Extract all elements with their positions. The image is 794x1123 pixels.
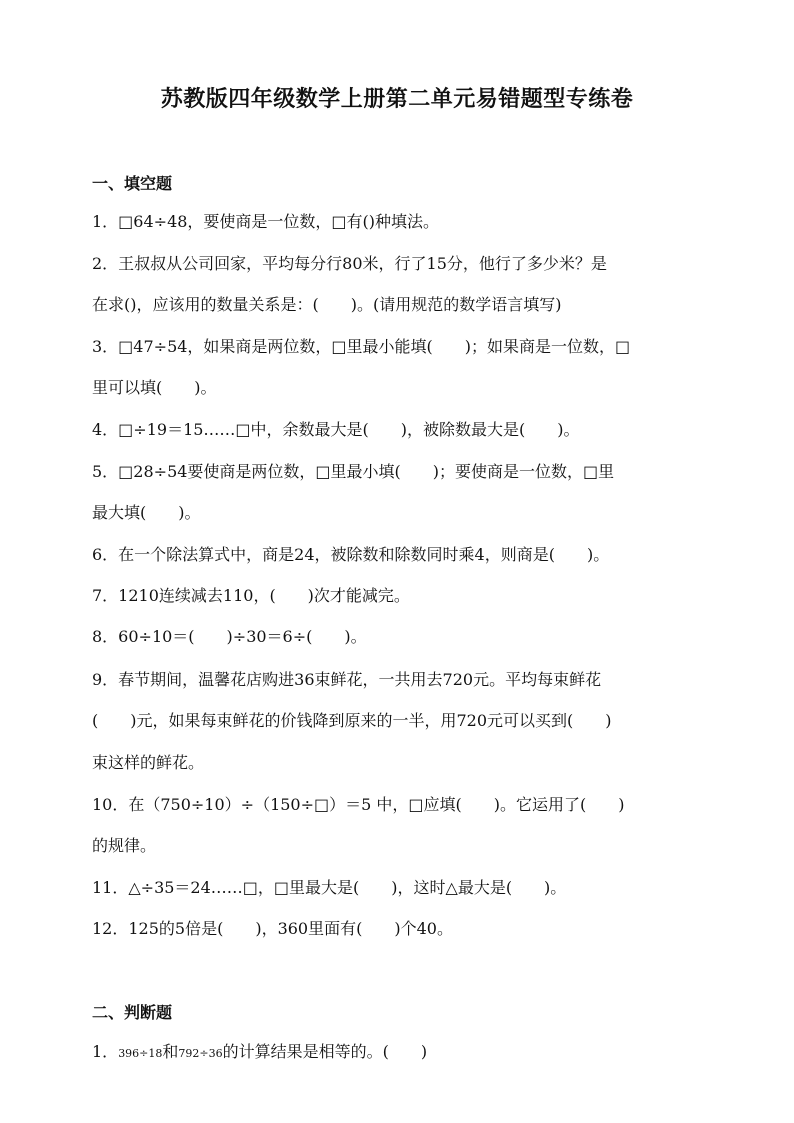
connector-text: 和 bbox=[162, 1042, 179, 1061]
question-line: 的规律。 bbox=[92, 836, 157, 855]
question-line: 2．王叔叔从公司回家，平均每分行80米，行了15分，他行了多少米？是 bbox=[92, 254, 607, 273]
question-line: 3．□47÷54，如果商是两位数，□里最小能填( )；如果商是一位数，□ bbox=[92, 337, 631, 356]
question-number: 1． bbox=[92, 1042, 119, 1061]
question-line: 束这样的鲜花。 bbox=[92, 753, 205, 772]
question-line: 最大填( )。 bbox=[92, 503, 201, 522]
question-line: 1．□64÷48，要使商是一位数，□有()种填法。 bbox=[92, 212, 440, 231]
question-line: 11．△÷35＝24……□，□里最大是( )，这时△最大是( )。 bbox=[92, 878, 567, 897]
question-line bbox=[92, 1041, 712, 1065]
question-line: ( )元，如果每束鲜花的价钱降到原来的一半，用720元可以买到( ) bbox=[92, 711, 612, 730]
question-line: 在求()，应该用的数量关系是：( )。(请用规范的数学语言填写) bbox=[92, 295, 562, 314]
question-line: 4．□÷19＝15……□中，余数最大是( )，被除数最大是( )。 bbox=[92, 420, 580, 439]
section-heading-fill-in: 一、填空题 bbox=[92, 174, 173, 193]
question-line: 6．在一个除法算式中，商是24，被除数和除数同时乘4，则商是( )。 bbox=[92, 545, 610, 564]
expression-a: 396÷18 bbox=[118, 1047, 163, 1060]
question-line: 7．1210连续减去110，( )次才能减完。 bbox=[92, 586, 410, 605]
expression-b: 792÷36 bbox=[178, 1047, 223, 1060]
page-title: 苏教版四年级数学上册第二单元易错题型专练卷 bbox=[160, 86, 634, 112]
question-line: 12．125的5倍是( )，360里面有( )个40。 bbox=[92, 919, 453, 938]
section-heading-true-false: 二、判断题 bbox=[92, 1003, 173, 1022]
question-suffix: 的计算结果是相等的。( ) bbox=[222, 1042, 428, 1061]
question-line: 5．□28÷54要使商是两位数，□里最小填( )；要使商是一位数，□里 bbox=[92, 462, 615, 481]
question-line: 10．在（750÷10）÷（150÷□）＝5 中，□应填( )。它运用了( ) bbox=[92, 795, 625, 814]
question-line: 8．60÷10＝( )÷30＝6÷( )。 bbox=[92, 627, 367, 646]
question-line: 9．春节期间，温馨花店购进36束鲜花，一共用去720元。平均每束鲜花 bbox=[92, 670, 602, 689]
question-line: 里可以填( )。 bbox=[92, 378, 217, 397]
